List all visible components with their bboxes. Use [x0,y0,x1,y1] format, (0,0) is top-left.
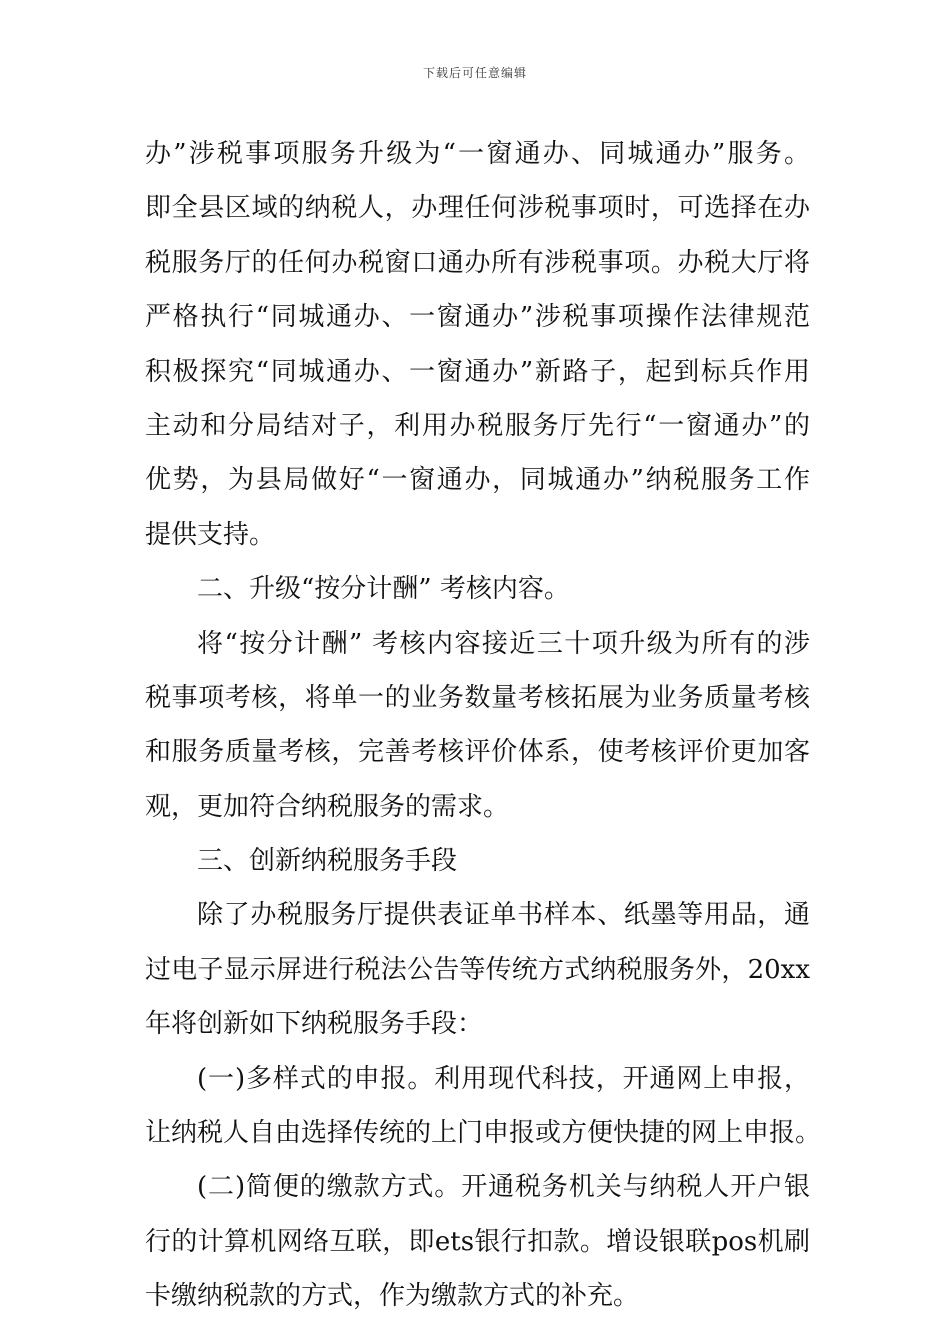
text-line: 提供支持。 [145,519,276,550]
text-line: 办”涉税事项服务升级为“一窗通办、同城通办”服务。 [145,139,810,169]
text-line: 除了办税服务厅提供表证单书样本、纸墨等用品，通 [197,900,810,931]
text-line: 税事项考核，将单一的业务数量考核拓展为业务质量考核 [145,682,810,713]
text-line: 积极探究“同城通办、一窗通办”新路子，起到标兵作用 [145,356,810,387]
text-line: 让纳税人自由选择传统的上门申报或方便快捷的网上申报。 [145,1118,822,1149]
section-heading: 二、升级“按分计酬” 考核内容。 [197,574,570,605]
text-line: 即全县区域的纳税人，办理任何涉税事项时，可选择在办 [145,193,810,224]
text-line: 过电子显示屏进行税法公告等传统方式纳税服务外，20xx [145,954,810,985]
section-heading: 三、创新纳税服务手段 [197,846,458,877]
text-line: 将“按分计酬” 考核内容接近三十项升级为所有的涉 [197,628,810,659]
text-line: (二)简便的缴款方式。开通税务机关与纳税人开户银 [197,1172,810,1203]
text-line: 严格执行“同城通办、一窗通办”涉税事项操作法律规范 [145,302,810,333]
page-header: 下载后可任意编辑 [422,66,527,80]
text-line: 优势，为县局做好“一窗通办，同城通办”纳税服务工作 [145,465,810,496]
text-line: 主动和分局结对子，利用办税服务厅先行“一窗通办”的 [145,410,810,441]
text-line: 观，更加符合纳税服务的需求。 [145,791,510,822]
text-line: 行的计算机网络互联，即ets银行扣款。增设银联pos机刷 [145,1226,810,1257]
text-line: 卡缴纳税款的方式，作为缴款方式的补充。 [145,1281,640,1312]
text-line: 税服务厅的任何办税窗口通办所有涉税事项。办税大厅将 [145,247,810,278]
document-body [145,127,822,1324]
text-line: (一)多样式的申报。利用现代科技，开通网上申报， [197,1063,810,1094]
text-line: 和服务质量考核，完善考核评价体系，使考核评价更加客 [145,737,810,768]
text-line: 年将创新如下纳税服务手段： [145,1009,484,1040]
